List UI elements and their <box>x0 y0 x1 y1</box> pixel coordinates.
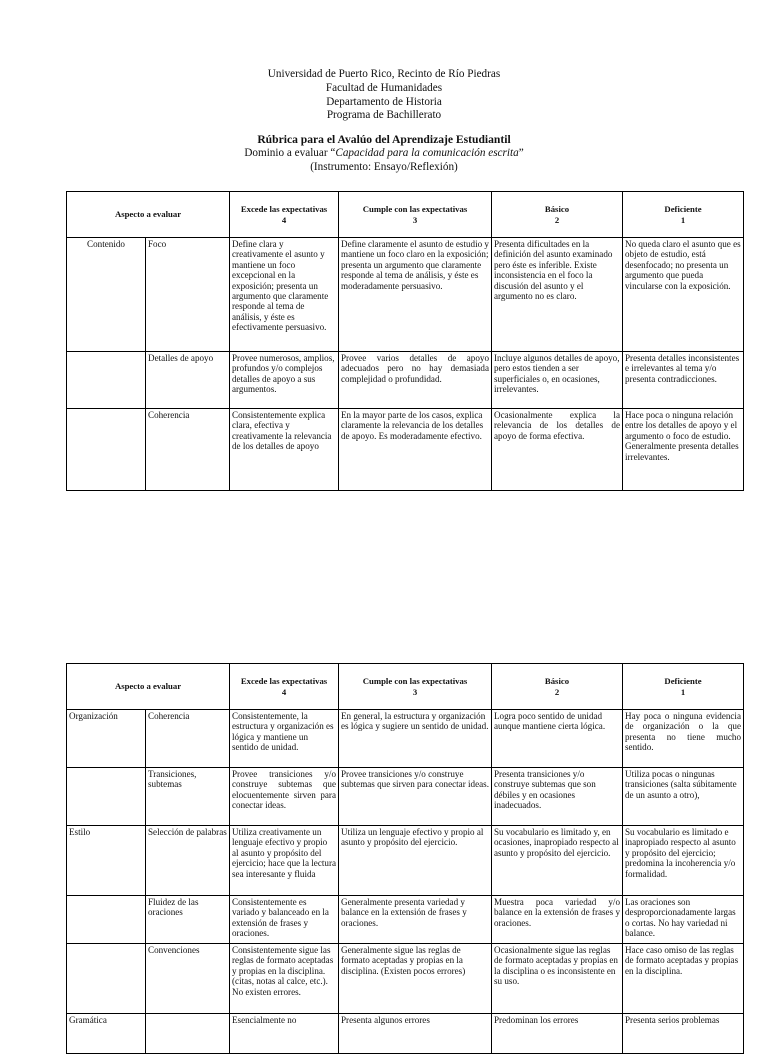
table-row <box>67 409 744 491</box>
header-level-2 <box>492 664 623 710</box>
subcategory-cell: Transiciones, subtemas <box>146 768 230 826</box>
table-row <box>67 768 744 826</box>
table-row <box>67 238 744 352</box>
header-level-3 <box>339 192 492 238</box>
subcategory-cell: Selección de palabras <box>146 826 230 896</box>
domain-value: Capacidad para la comunicación escrita <box>335 146 519 159</box>
domain-suffix: ” <box>518 146 524 159</box>
level-1-cell: Hace poca o ninguna relación entre los detalles de apoyo y el argumento o foco de estudio. Generalmente presenta detalles irrelevantes. <box>623 409 744 491</box>
level-1-cell: Presenta detalles inconsistentes e irrelevantes al tema y/o presenta contradicciones. <box>623 352 744 409</box>
level-1-score: 1 <box>680 214 686 225</box>
level-2-cell: Incluye algunos detalles de apoyo, pero estos tienden a ser superficiales o, en ocasiones, irrelevantes. <box>492 352 623 409</box>
category-cell <box>67 944 146 1014</box>
level-3-cell: En general, la estructura y organización es lógica y sugiere un sentido de unidad. <box>339 710 492 768</box>
table-row <box>67 826 744 896</box>
level-2-cell: Presenta transiciones y/o construye subtemas que son débiles y en ocasiones inadecuados. <box>492 768 623 826</box>
header-level-1 <box>623 664 744 710</box>
level-2-cell: Predominan los errores <box>492 1014 623 1054</box>
level-1-cell: Hace caso omiso de las reglas de formato aceptadas y propias en la disciplina. <box>623 944 744 1014</box>
level-4-cell: Esencialmente no <box>230 1014 339 1054</box>
category-cell <box>67 352 146 409</box>
domain-prefix: Dominio a evaluar “ <box>244 146 336 159</box>
subcategory-cell: Detalles de apoyo <box>146 352 230 409</box>
header-aspect: Aspecto a evaluar <box>67 664 230 710</box>
level-2-cell: Su vocabulario es limitado y, en ocasiones, inapropiado respecto al asunto y propósito del ejercicio. <box>492 826 623 896</box>
level-2-score: 2 <box>554 214 560 225</box>
level-3-cell: Provee varios detalles de apoyo adecuados pero no hay demasiada complejidad o profundidad. <box>339 352 492 409</box>
level-3-cell: Utiliza un lenguaje efectivo y propio al asunto y propósito del ejercicio. <box>339 826 492 896</box>
level-1-cell: No queda claro el asunto que es objeto de estudio, está desenfocado; no presenta un argumento que pueda vincularse con la exposición. <box>623 238 744 352</box>
level-3-label: Cumple con las expectativas <box>362 204 468 215</box>
rubric-table-1 <box>66 191 744 491</box>
level-3-cell: Generalmente presenta variedad y balance en la extensión de frases y oraciones. <box>339 896 492 944</box>
subcategory-cell: Fluidez de las oraciones <box>146 896 230 944</box>
level-4-score: 4 <box>281 214 287 225</box>
university-line: Universidad de Puerto Rico, Recinto de Río Piedras <box>267 68 501 80</box>
level-3-score: 3 <box>412 686 418 697</box>
level-4-cell: Consistentemente, la estructura y organización es lógica y mantiene un sentido de unidad. <box>230 710 339 768</box>
table-row <box>67 944 744 1014</box>
level-4-cell: Provee transiciones y/o construye subtemas que elocuentemente sirven para conectar ideas. <box>230 768 339 826</box>
level-3-cell: Define claramente el asunto de estudio y mantiene un foco claro en la exposición; presenta un argumento que claramente responde al tema de análisis, y éste es moderadamente persuasivo. <box>339 238 492 352</box>
level-1-label: Deficiente <box>664 676 702 687</box>
category-cell: Contenido <box>67 238 146 352</box>
instrument-line: (Instrumento: Ensayo/Reflexión) <box>310 160 458 173</box>
level-2-score: 2 <box>554 686 560 697</box>
level-2-cell: Ocasionalmente sigue las reglas de formato aceptadas y propias en la disciplina o es inconsistente en su uso. <box>492 944 623 1014</box>
header-level-4 <box>230 664 339 710</box>
header-level-3 <box>339 664 492 710</box>
level-3-cell: Presenta algunos errores <box>339 1014 492 1054</box>
subcategory-cell: Coherencia <box>146 409 230 491</box>
subcategory-cell: Foco <box>146 238 230 352</box>
category-cell <box>67 768 146 826</box>
category-cell: Gramática <box>67 1014 146 1054</box>
level-4-cell: Consistentemente explica clara, efectiva y creativamente la relevancia de los detalles de apoyo <box>230 409 339 491</box>
faculty-line: Facultad de Humanidades <box>325 81 443 94</box>
table-row <box>67 710 744 768</box>
level-2-cell: Muestra poca variedad y/o balance en la extensión de frases y oraciones. <box>492 896 623 944</box>
category-cell <box>67 896 146 944</box>
table-header-row <box>67 664 744 710</box>
header-level-2 <box>492 192 623 238</box>
level-1-cell: Hay poca o ninguna evidencia de organización o la que presenta no tiene mucho sentido. <box>623 710 744 768</box>
level-4-cell: Define clara y creativamente el asunto y mantiene un foco excepcional en la exposición; presenta un argumento que claramente responde al tema de análisis, y éste es efectivamente persuasivo. <box>230 238 339 352</box>
subcategory-cell: Coherencia <box>146 710 230 768</box>
level-2-cell: Presenta dificultades en la definición del asunto examinado pero éste es inferible. Existe inconsistencia en el foco la discusión del asunto y el argumento no es claro. <box>492 238 623 352</box>
table-row <box>67 352 744 409</box>
level-4-cell: Provee numerosos, amplios, profundos y/o complejos detalles de apoyo a sus argumentos. <box>230 352 339 409</box>
rubric-table-2 <box>66 663 744 1054</box>
level-1-label: Deficiente <box>664 204 702 215</box>
level-3-cell: Generalmente sigue las reglas de formato aceptadas y propias en la disciplina. (Existen pocos errores) <box>339 944 492 1014</box>
table-row <box>67 896 744 944</box>
level-4-cell: Consistentemente sigue las reglas de formato aceptadas y propias en la disciplina. (citas, notas al calce, etc.). No existen errores. <box>230 944 339 1014</box>
table-row <box>67 1014 744 1054</box>
level-1-cell: Las oraciones son desproporcionadamente largas o cortas. No hay variedad ni balance. <box>623 896 744 944</box>
level-2-label: Básico <box>544 676 570 687</box>
table-header-row <box>67 192 744 238</box>
level-3-score: 3 <box>412 214 418 225</box>
department-line: Departamento de Historia <box>326 95 442 108</box>
level-4-cell: Consistentemente es variado y balanceado en la extensión de frases y oraciones. <box>230 896 339 944</box>
level-1-score: 1 <box>680 686 686 697</box>
level-4-label: Excede las expectativas <box>240 204 328 215</box>
level-4-label: Excede las expectativas <box>240 676 328 687</box>
category-cell: Estilo <box>67 826 146 896</box>
category-cell: Organización <box>67 710 146 768</box>
level-2-cell: Ocasionalmente explica la relevancia de los detalles de apoyo de forma efectiva. <box>492 409 623 491</box>
level-1-cell: Utiliza pocas o ningunas transiciones (salta súbitamente de un asunto a otro), <box>623 768 744 826</box>
level-1-cell: Presenta serios problemas <box>623 1014 744 1054</box>
level-1-cell: Su vocabulario es limitado e inapropiado respecto al asunto y propósito del ejercicio; predomina la incoherencia y/o formalidad. <box>623 826 744 896</box>
subcategory-cell: Convenciones <box>146 944 230 1014</box>
level-4-cell: Utiliza creativamente un lenguaje efectivo y propio al asunto y propósito del ejercicio; hace que la lectura sea interesante y fluida <box>230 826 339 896</box>
header-level-1 <box>623 192 744 238</box>
category-cell <box>67 409 146 491</box>
document-header <box>0 68 768 175</box>
level-2-label: Básico <box>544 204 570 215</box>
rubric-title: Rúbrica para el Avalúo del Aprendizaje Estudiantil <box>257 133 511 147</box>
domain-line <box>0 147 768 161</box>
level-3-label: Cumple con las expectativas <box>362 676 468 687</box>
subcategory-cell <box>146 1014 230 1054</box>
header-aspect: Aspecto a evaluar <box>67 192 230 238</box>
level-4-score: 4 <box>281 686 287 697</box>
level-3-cell: Provee transiciones y/o construye subtemas que sirven para conectar ideas. <box>339 768 492 826</box>
level-3-cell: En la mayor parte de los casos, explica claramente la relevancia de los detalles de apoyo. Es moderadamente efectivo. <box>339 409 492 491</box>
header-level-4 <box>230 192 339 238</box>
program-line: Programa de Bachillerato <box>326 109 442 122</box>
level-2-cell: Logra poco sentido de unidad aunque mantiene cierta lógica. <box>492 710 623 768</box>
